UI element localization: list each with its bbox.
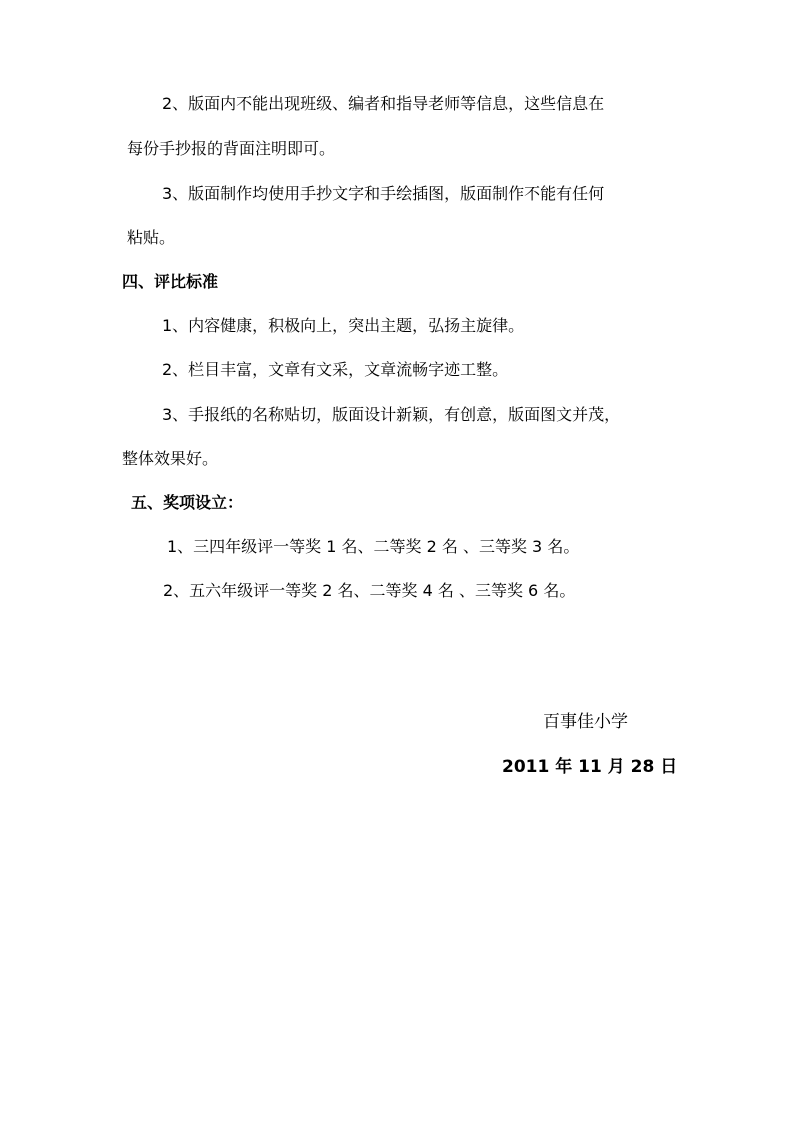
rule2-line2: 每份手抄报的背面注明即可。 (127, 139, 336, 158)
section4-heading: 四、评比标准 (122, 272, 219, 291)
section5-heading: 五、奖项设立： (131, 493, 244, 512)
criteria2-text: 2、栏目丰富，文章有文采，文章流畅字迹工整。 (162, 360, 509, 379)
rule2-line1: 2、版面内不能出现班级、编者和指导老师等信息，这些信息在 (162, 94, 605, 113)
criteria3-line2: 整体效果好。 (122, 449, 219, 468)
rule3-line2: 粘贴。 (127, 228, 176, 247)
award2-text: 2、五六年级评一等奖 2 名、二等奖 4 名 、三等奖 6 名。 (163, 581, 576, 600)
rule3-line1: 3、版面制作均使用手抄文字和手绘插图，版面制作不能有任何 (162, 184, 605, 203)
criteria1-text: 1、内容健康，积极向上，突出主题，弘扬主旋律。 (162, 316, 525, 335)
award1-text: 1、三四年级评一等奖 1 名、二等奖 2 名 、三等奖 3 名。 (167, 537, 580, 556)
signature-date: 2011 年 11 月 28 日 (502, 757, 678, 777)
signature-school: 百事佳小学 (543, 712, 628, 732)
criteria3-line1: 3、手报纸的名称贴切，版面设计新颖，有创意，版面图文并茂， (162, 405, 621, 424)
